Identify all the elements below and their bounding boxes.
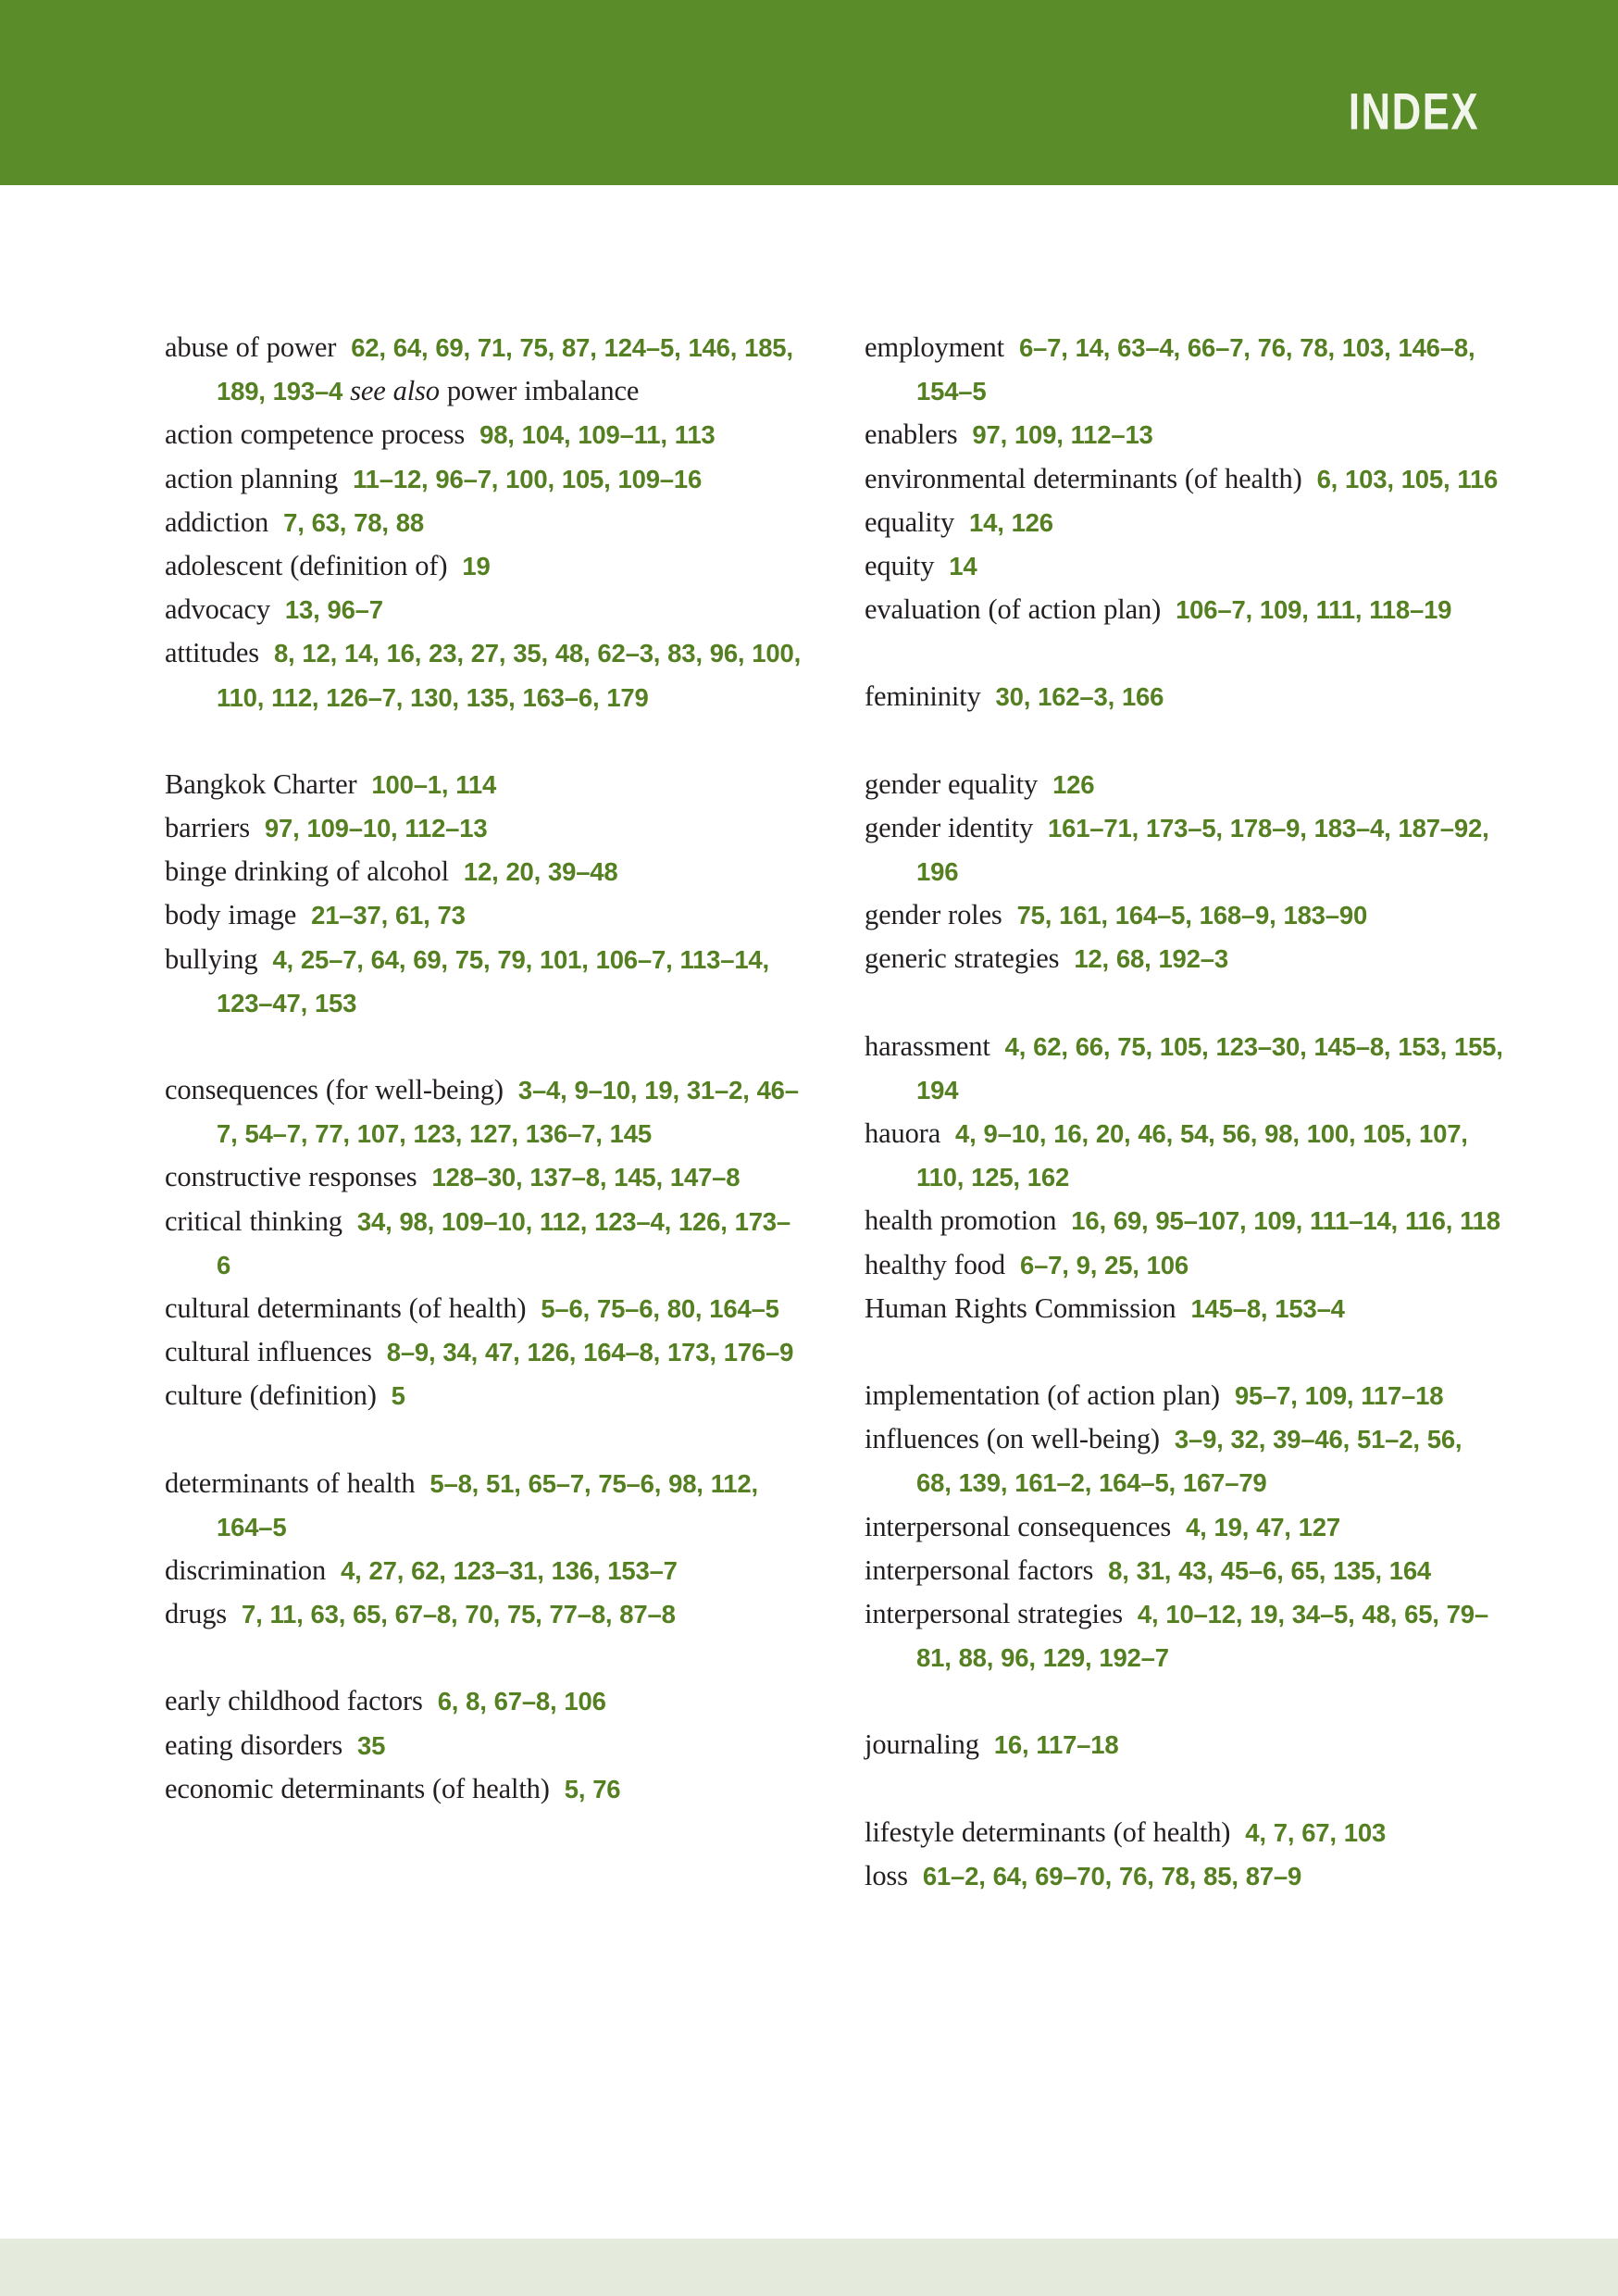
index-entry-page-numbers: 14, 126	[969, 507, 1053, 537]
index-entry-term: implementation (of action plan)	[865, 1379, 1220, 1412]
index-entry-page-numbers: 6–7, 9, 25, 106	[1019, 1250, 1189, 1279]
index-entry	[865, 1025, 1503, 1112]
index-entry-term: cultural determinants (of health)	[165, 1292, 527, 1325]
index-entry-term: Bangkok Charter	[165, 767, 357, 800]
index-entry	[165, 413, 803, 456]
index-entry-page-numbers: 5	[391, 1381, 405, 1411]
index-entry	[865, 588, 1503, 631]
index-entry-term: health promotion	[865, 1204, 1057, 1237]
letter-group-gap	[865, 631, 1503, 675]
index-entry-term: interpersonal consequences	[865, 1510, 1172, 1542]
index-entry-page-numbers: 62, 64, 69, 71, 75, 87, 124–5, 146, 185, 189, 193–4	[217, 333, 793, 406]
index-entry-term: body image	[165, 899, 297, 931]
letter-group-gap	[865, 1767, 1503, 1811]
index-entry-page-numbers: 34, 98, 109–10, 112, 123–4, 126, 173–6	[217, 1206, 790, 1279]
letter-group-gap	[165, 719, 803, 763]
index-entry-page-numbers: 4, 7, 67, 103	[1245, 1817, 1387, 1847]
index-entry-term: cultural influences	[165, 1336, 372, 1368]
index-entry-page-numbers: 95–7, 109, 117–18	[1234, 1381, 1444, 1411]
letter-group-gap	[165, 1025, 803, 1068]
index-entry-page-numbers: 8, 31, 43, 45–6, 65, 135, 164	[1108, 1555, 1432, 1585]
index-entry-term: Human Rights Commission	[865, 1292, 1176, 1324]
index-entry	[865, 1374, 1503, 1417]
index-entry-page-numbers: 4, 10–12, 19, 34–5, 48, 65, 79–81, 88, 96, 129, 192–7	[916, 1600, 1488, 1673]
index-entry	[165, 850, 803, 893]
index-entry-page-numbers: 61–2, 64, 69–70, 76, 78, 85, 87–9	[922, 1861, 1302, 1890]
index-entry-page-numbers: 5, 76	[564, 1774, 621, 1803]
index-entry-term: hauora	[865, 1117, 941, 1150]
index-body	[0, 185, 1618, 2239]
letter-group-gap	[865, 981, 1503, 1025]
index-entry-term: gender equality	[865, 767, 1039, 800]
index-entry-page-numbers: 21–37, 61, 73	[311, 901, 466, 930]
index-entry	[165, 1724, 803, 1767]
index-entry	[165, 1374, 803, 1417]
index-entry-term: consequences (for well-being)	[165, 1074, 504, 1106]
index-entry-page-numbers: 16, 117–18	[993, 1730, 1119, 1760]
index-entry	[165, 1068, 803, 1155]
index-entry	[865, 413, 1503, 456]
index-entry	[865, 1505, 1503, 1549]
index-entry-term: culture (definition)	[165, 1379, 377, 1412]
index-entry-term: healthy food	[865, 1248, 1006, 1280]
index-entry-term: abuse of power	[165, 331, 337, 363]
index-entry-term: advocacy	[165, 593, 270, 626]
index-entry-term: discrimination	[165, 1554, 327, 1587]
index-entry-term: drugs	[165, 1598, 228, 1630]
index-entry-page-numbers: 13, 96–7	[284, 595, 383, 625]
index-entry-term: attitudes	[165, 637, 259, 669]
index-entry-page-numbers: 98, 104, 109–11, 113	[479, 420, 716, 450]
index-entry-page-numbers: 30, 162–3, 166	[995, 682, 1164, 712]
index-entry-page-numbers: 145–8, 153–4	[1190, 1293, 1345, 1323]
index-entry-page-numbers: 6, 103, 105, 116	[1316, 464, 1499, 493]
index-entry-page-numbers: 6–7, 14, 63–4, 66–7, 76, 78, 103, 146–8, 154–5	[916, 333, 1475, 406]
index-entry-term: equality	[865, 505, 955, 538]
index-entry-term: influences (on well-being)	[865, 1423, 1160, 1455]
index-entry	[865, 1549, 1503, 1592]
index-entry-term: adolescent (definition of)	[165, 550, 448, 582]
index-entry-page-numbers: 5–6, 75–6, 80, 164–5	[541, 1294, 779, 1324]
index-entry	[165, 1549, 803, 1592]
index-entry-page-numbers: 97, 109–10, 112–13	[264, 814, 488, 843]
header-band	[0, 0, 1618, 185]
index-entry-term: femininity	[865, 680, 981, 713]
index-entry-term: gender identity	[865, 811, 1034, 843]
index-entry-term: interpersonal strategies	[865, 1598, 1123, 1630]
index-entry	[165, 893, 803, 937]
index-entry-page-numbers: 14	[949, 552, 977, 581]
index-entry-term: interpersonal factors	[865, 1554, 1094, 1586]
index-entry	[865, 544, 1503, 588]
index-entry-page-numbers: 75, 161, 164–5, 168–9, 183–90	[1016, 901, 1368, 930]
page-title: INDEX	[1348, 81, 1479, 141]
index-entry-term: addiction	[165, 505, 269, 538]
letter-group-gap	[165, 1636, 803, 1679]
index-entry	[165, 326, 803, 413]
index-entry	[865, 675, 1503, 718]
index-entry	[165, 1592, 803, 1636]
index-entry-term: journaling	[865, 1728, 979, 1761]
index-entry	[165, 501, 803, 544]
index-entry	[165, 938, 803, 1025]
index-entry-term: action planning	[165, 462, 339, 494]
letter-group-gap	[865, 1330, 1503, 1374]
index-entry-page-numbers: 19	[462, 552, 491, 581]
index-entry-page-numbers: 100–1, 114	[371, 769, 497, 799]
index-entry-cross-reference: see also	[350, 375, 440, 407]
index-entry	[865, 1287, 1503, 1330]
index-entry	[865, 1199, 1503, 1242]
index-entry	[165, 1287, 803, 1330]
index-entry	[865, 1723, 1503, 1766]
index-entry	[165, 1462, 803, 1549]
index-entry	[165, 1679, 803, 1723]
letter-group-gap	[865, 1679, 1503, 1723]
index-entry-page-numbers: 4, 62, 66, 75, 105, 123–30, 145–8, 153, 155, 194	[916, 1031, 1503, 1104]
index-entry-term: early childhood factors	[165, 1685, 423, 1717]
index-entry	[865, 1243, 1503, 1287]
index-entry-page-numbers: 11–12, 96–7, 100, 105, 109–16	[353, 464, 703, 493]
index-entry-page-numbers: 4, 9–10, 16, 20, 46, 54, 56, 98, 100, 105, 107, 110, 125, 162	[916, 1119, 1468, 1192]
index-entry	[165, 1330, 803, 1374]
index-entry-term: evaluation (of action plan)	[865, 593, 1162, 626]
index-entry-page-numbers: 35	[357, 1730, 386, 1760]
index-entry-page-numbers: 4, 27, 62, 123–31, 136, 153–7	[341, 1556, 678, 1586]
index-entry	[865, 937, 1503, 980]
index-entry	[865, 1417, 1503, 1504]
index-entry-page-numbers: 4, 25–7, 64, 69, 75, 79, 101, 106–7, 113–14, 123–47, 153	[217, 944, 769, 1017]
index-entry-term: bullying	[165, 942, 258, 975]
index-entry-page-numbers: 12, 68, 192–3	[1074, 944, 1228, 974]
index-entry	[865, 1112, 1503, 1199]
index-column-left	[165, 326, 803, 1811]
index-entry-term: generic strategies	[865, 942, 1060, 975]
index-entry	[865, 893, 1503, 937]
index-entry-page-numbers: 126	[1052, 769, 1095, 799]
index-entry-page-numbers: 8–9, 34, 47, 126, 164–8, 173, 176–9	[386, 1338, 794, 1367]
index-entry-term: employment	[865, 331, 1004, 363]
index-entry	[865, 806, 1503, 893]
index-entry-page-numbers: 16, 69, 95–107, 109, 111–14, 116, 118	[1071, 1206, 1500, 1236]
index-entry	[165, 544, 803, 588]
index-entry-term: loss	[865, 1859, 908, 1891]
index-entry	[865, 1854, 1503, 1898]
index-entry	[865, 326, 1503, 413]
index-entry-page-numbers: 7, 63, 78, 88	[283, 507, 424, 537]
index-entry-page-numbers: 3–4, 9–10, 19, 31–2, 46–7, 54–7, 77, 107, 123, 127, 136–7, 145	[217, 1076, 799, 1149]
index-entry-page-numbers: 12, 20, 39–48	[463, 857, 618, 887]
index-entry-page-numbers: 3–9, 32, 39–46, 51–2, 56, 68, 139, 161–2, 164–5, 167–79	[916, 1425, 1462, 1498]
index-entry-term: economic determinants (of health)	[165, 1772, 550, 1804]
index-entry	[865, 763, 1503, 806]
letter-group-gap	[865, 719, 1503, 763]
index-entry-page-numbers: 4, 19, 47, 127	[1186, 1512, 1340, 1541]
index-entry	[165, 1767, 803, 1811]
index-entry-term: barriers	[165, 812, 250, 844]
index-entry-cross-reference-target: power imbalance	[446, 375, 640, 407]
index-entry-term: determinants of health	[165, 1466, 416, 1499]
index-entry	[865, 1811, 1503, 1854]
index-entry-page-numbers: 8, 12, 14, 16, 23, 27, 35, 48, 62–3, 83, 96, 100, 110, 112, 126–7, 130, 135, 163–6, 179	[217, 639, 802, 712]
index-entry-term: gender roles	[865, 899, 1002, 931]
index-entry-term: lifestyle determinants (of health)	[865, 1816, 1231, 1848]
index-entry-term: critical thinking	[165, 1204, 342, 1237]
index-entry-page-numbers: 5–8, 51, 65–7, 75–6, 98, 112, 164–5	[217, 1468, 758, 1541]
index-entry	[165, 588, 803, 631]
index-entry	[865, 457, 1503, 501]
letter-group-gap	[165, 1418, 803, 1462]
index-entry-page-numbers: 97, 109, 112–13	[972, 420, 1153, 450]
index-entry	[165, 457, 803, 501]
index-entry-term: equity	[865, 550, 935, 582]
index-entry-term: constructive responses	[165, 1161, 417, 1193]
index-entry	[865, 1592, 1503, 1679]
index-entry	[865, 501, 1503, 544]
index-entry-page-numbers: 106–7, 109, 111, 118–19	[1176, 595, 1452, 625]
footer-band	[0, 2239, 1618, 2296]
index-entry-page-numbers: 128–30, 137–8, 145, 147–8	[431, 1163, 741, 1192]
index-entry-term: binge drinking of alcohol	[165, 855, 449, 888]
index-entry	[165, 631, 803, 718]
index-entry-page-numbers: 7, 11, 63, 65, 67–8, 70, 75, 77–8, 87–8	[241, 1600, 676, 1629]
index-entry	[165, 763, 803, 806]
index-entry-term: enablers	[865, 418, 958, 451]
index-column-right	[865, 326, 1503, 1898]
index-entry	[165, 806, 803, 850]
index-entry	[165, 1200, 803, 1287]
index-entry-term: harassment	[865, 1029, 990, 1062]
index-entry	[165, 1155, 803, 1199]
index-entry-term: environmental determinants (of health)	[865, 462, 1302, 494]
index-entry-term: eating disorders	[165, 1728, 343, 1761]
index-entry-page-numbers: 161–71, 173–5, 178–9, 183–4, 187–92, 196	[916, 813, 1489, 887]
index-entry-term: action competence process	[165, 418, 466, 451]
index-entry-page-numbers: 6, 8, 67–8, 106	[437, 1687, 606, 1716]
